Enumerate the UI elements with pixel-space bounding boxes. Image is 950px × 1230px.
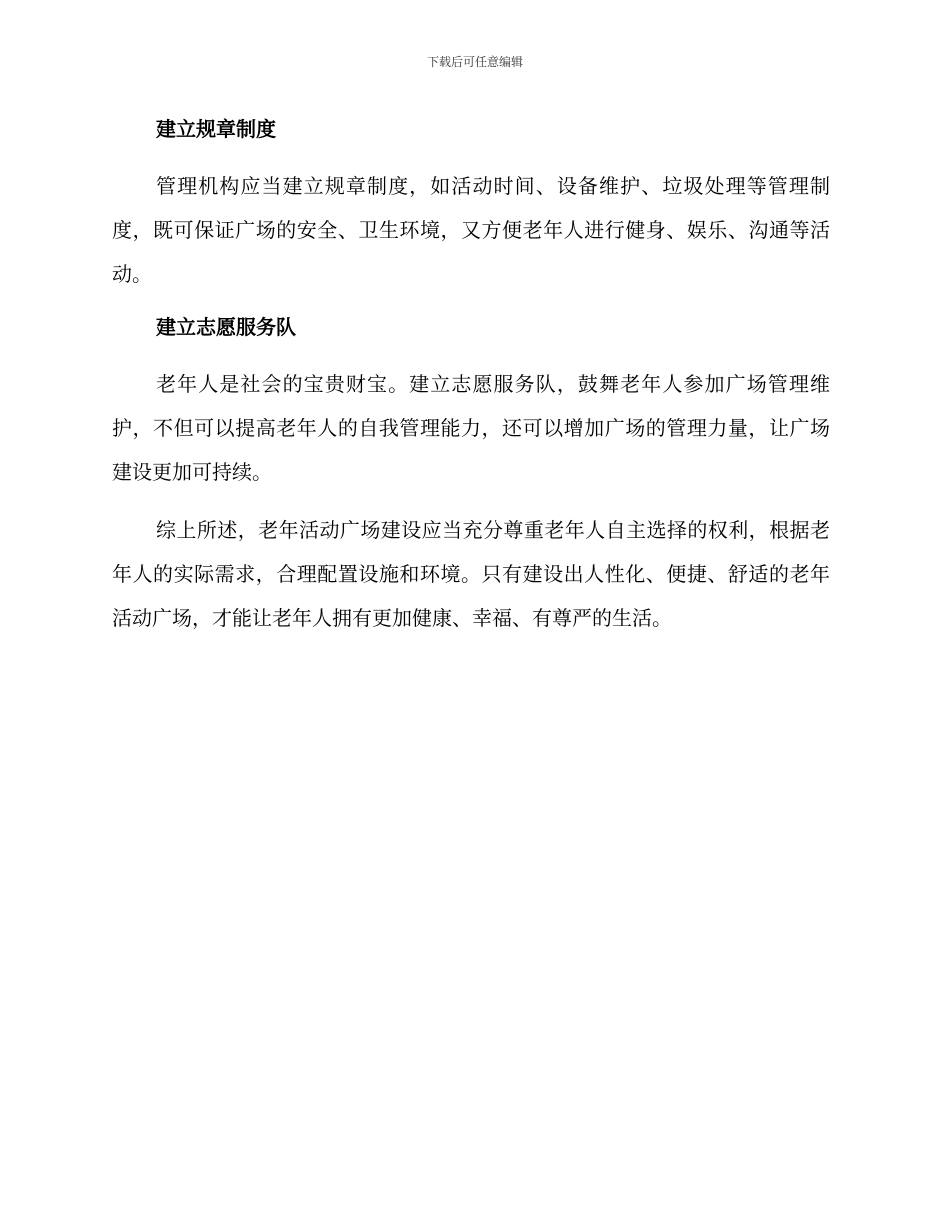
spacer [112,494,830,508]
document-body [112,112,830,640]
conclusion-paragraph: 综上所述，老年活动广场建设应当充分尊重老年人自主选择的权利，根据老年人的实际需求，合理配置设施和环境。只有建设出人性化、便捷、舒适的老年活动广场，才能让老年人拥有更加健康、幸福、有尊严的生活。 [112,518,830,630]
header-note: 下载后可任意编辑 [426,55,523,69]
spacer [112,296,830,310]
spacer [112,344,830,362]
section-heading-volunteers: 建立志愿服务队 [156,315,296,339]
section-heading-regulations: 建立规章制度 [156,117,276,141]
spacer [112,146,830,164]
section-paragraph-volunteers: 老年人是社会的宝贵财宝。建立志愿服务队，鼓舞老年人参加广场管理维护，不但可以提高老年人的自我管理能力，还可以增加广场的管理力量，让广场建设更加可持续。 [112,372,830,484]
section-paragraph-regulations: 管理机构应当建立规章制度，如活动时间、设备维护、垃圾处理等管理制度，既可保证广场的安全、卫生环境，又方便老年人进行健身、娱乐、沟通等活动。 [112,174,830,286]
